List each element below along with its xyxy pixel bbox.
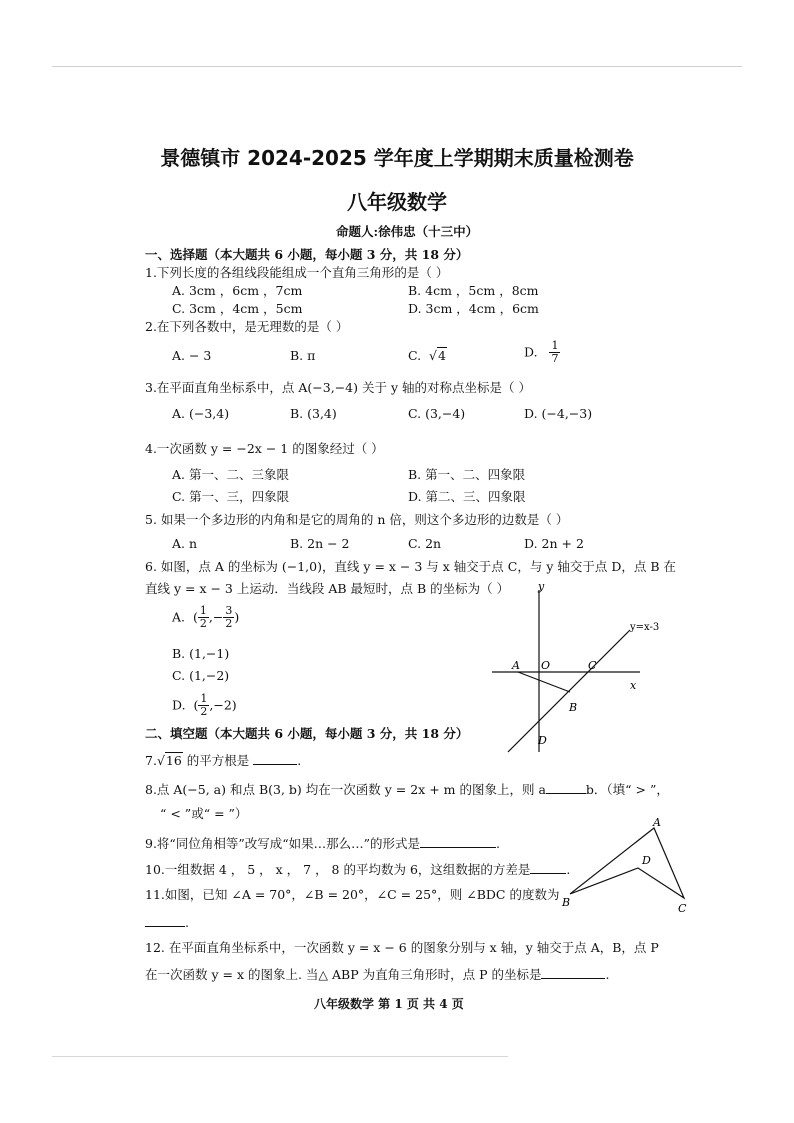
exam-title: 景德镇市 2024-2025 学年度上学期期末质量检测卷 xyxy=(160,146,634,170)
question-1-stem: 1.下列长度的各组线段能组成一个直角三角形的是（ ） xyxy=(145,265,449,280)
question-11-answer: . xyxy=(145,914,189,931)
answer-blank[interactable] xyxy=(145,914,185,927)
section-1-heading: 一、选择题（本大题共 6 小题，每小题 3 分，共 18 分） xyxy=(145,247,469,262)
section-2-heading: 二、填空题（本大题共 6 小题，每小题 3 分，共 18 分） xyxy=(145,726,469,741)
page-footer: 八年级数学 第 1 页 共 4 页 xyxy=(314,997,464,1011)
sqrt-radicand: 16 xyxy=(165,753,182,768)
question-3-stem: 3.在平面直角坐标系中，点 A(−3,−4) 关于 y 轴的对称点坐标是（ ） xyxy=(145,380,531,395)
point-c-label: C xyxy=(588,659,597,672)
question-6-stem-line-2: 直线 y = x − 3 上运动．当线段 AB 最短时，点 B 的坐标为（ ） xyxy=(145,581,510,596)
question-6-option-b: B. (1,−1) xyxy=(172,646,230,661)
question-9: 9.将“同位角相等”改写成“如果…那么…”的形式是 . xyxy=(145,836,500,851)
question-6-option-c: C. (1,−2) xyxy=(172,668,230,683)
answer-blank[interactable] xyxy=(420,835,496,848)
question-3-option-c: C. (3,−4) xyxy=(408,406,466,421)
question-7: 7.√16 的平方根是 . xyxy=(145,753,302,768)
figure-outline xyxy=(570,828,684,898)
question-5-option-d: D. 2n + 2 xyxy=(524,536,584,551)
question-4-option-c: C. 第一、三，四象限 xyxy=(172,489,290,504)
question-6-option-d: D. ( $\frac{1}{2}$ ,−2) xyxy=(172,692,237,718)
question-1-option-c: C. 3cm ，4cm ，5cm xyxy=(172,301,303,316)
question-1-option-a: A. 3cm ，6cm ，7cm xyxy=(172,283,303,298)
point-a-label: A xyxy=(653,816,661,829)
question-2-stem: 2.在下列各数中，是无理数的是（ ） xyxy=(145,319,349,334)
author-line: 命题人:徐伟忠（十三中） xyxy=(336,224,479,239)
question-3-option-b: B. (3,4) xyxy=(290,406,337,421)
answer-blank[interactable] xyxy=(546,781,586,794)
point-o-label: O xyxy=(541,659,551,672)
question-12-line-1: 12. 在平面直角坐标系中，一次函数 y = x − 6 的图象分别与 x 轴，y 轴交于点 A，B，点 P xyxy=(145,940,659,955)
bottom-divider xyxy=(52,1056,508,1057)
point-b-label: B xyxy=(562,896,571,909)
question-5-option-b: B. 2n − 2 xyxy=(290,536,350,551)
question-5-stem: 5. 如果一个多边形的内角和是它的周角的 n 倍，则这个多边形的边数是（ ） xyxy=(145,512,569,527)
point-d-label: D xyxy=(538,734,547,747)
question-8-line-1: 8.点 A(−5, a) 和点 B(3, b) 均在一次函数 y = 2x + m 的图象上，则 a b．（填“ > ”， xyxy=(145,782,669,797)
question-5-option-a: A. n xyxy=(172,536,198,551)
point-a-label: A xyxy=(512,659,520,672)
question-4-option-d: D. 第二、三、四象限 xyxy=(408,489,526,504)
question-12-line-2: 在一次函数 y = x 的图象上. 当△ ABP 为直角三角形时，点 P 的坐标是 . xyxy=(145,967,610,982)
question-2-option-d: D. $\frac{1}{7}$ xyxy=(524,339,559,365)
x-axis-label: x xyxy=(630,679,637,692)
question-4-stem: 4.一次函数 y = −2x − 1 的图象经过（ ） xyxy=(145,441,384,456)
question-4-option-a: A. 第一、二、三象限 xyxy=(172,467,289,482)
question-1-option-d: D. 3cm ，4cm ，6cm xyxy=(408,301,539,316)
question-3-option-a: A. (−3,4) xyxy=(172,406,230,421)
question-8-line-2: “ < ”或“ = ”） xyxy=(160,806,248,821)
point-d-label: D xyxy=(642,854,651,867)
q11-angle-figure xyxy=(558,814,698,918)
answer-blank[interactable] xyxy=(253,752,297,765)
point-b-label: B xyxy=(569,701,578,714)
segment-ab xyxy=(518,672,570,692)
question-2-option-c: C. √4 xyxy=(408,348,446,363)
question-6-stem-line-1: 6. 如图，点 A 的坐标为 (−1,0)，直线 y = x − 3 与 x 轴交于点 C，与 y 轴交于点 D，点 B 在 xyxy=(145,559,676,574)
question-1-option-b: B. 4cm ，5cm ，8cm xyxy=(408,283,539,298)
question-2-option-b: B. π xyxy=(290,348,316,363)
point-c-label: C xyxy=(678,902,687,915)
top-divider xyxy=(52,66,742,67)
question-11: 11.如图，已知 ∠A = 70°，∠B = 20°，∠C = 25°，则 ∠BDC 的度数为 xyxy=(145,887,560,902)
question-5-option-c: C. 2n xyxy=(408,536,442,551)
question-4-option-b: B. 第一、二、四象限 xyxy=(408,467,526,482)
question-10: 10.一组数据 4 ， 5 ， x ， 7 ， 8 的平均数为 6，这组数据的方差是 . xyxy=(145,862,571,877)
y-axis-label: y xyxy=(538,580,545,593)
question-6-option-a: A. ( $\frac{1}{2}$ ,− $\frac{3}{2}$ ) xyxy=(172,604,240,630)
subject-title: 八年级数学 xyxy=(347,190,447,214)
line-label: y=x-3 xyxy=(630,622,660,633)
question-2-option-a: A. − 3 xyxy=(172,348,212,363)
fraction: $\frac{1}{2}$ xyxy=(200,692,208,718)
q6-coordinate-figure xyxy=(480,580,660,760)
answer-blank[interactable] xyxy=(541,966,605,979)
sqrt-radicand: 4 xyxy=(438,348,446,363)
question-3-option-d: D. (−4,−3) xyxy=(524,406,593,421)
fraction: $\frac{3}{2}$ xyxy=(225,604,233,630)
fraction: $\frac{1}{2}$ xyxy=(199,604,207,630)
fraction: $\frac{1}{7}$ xyxy=(551,339,559,365)
